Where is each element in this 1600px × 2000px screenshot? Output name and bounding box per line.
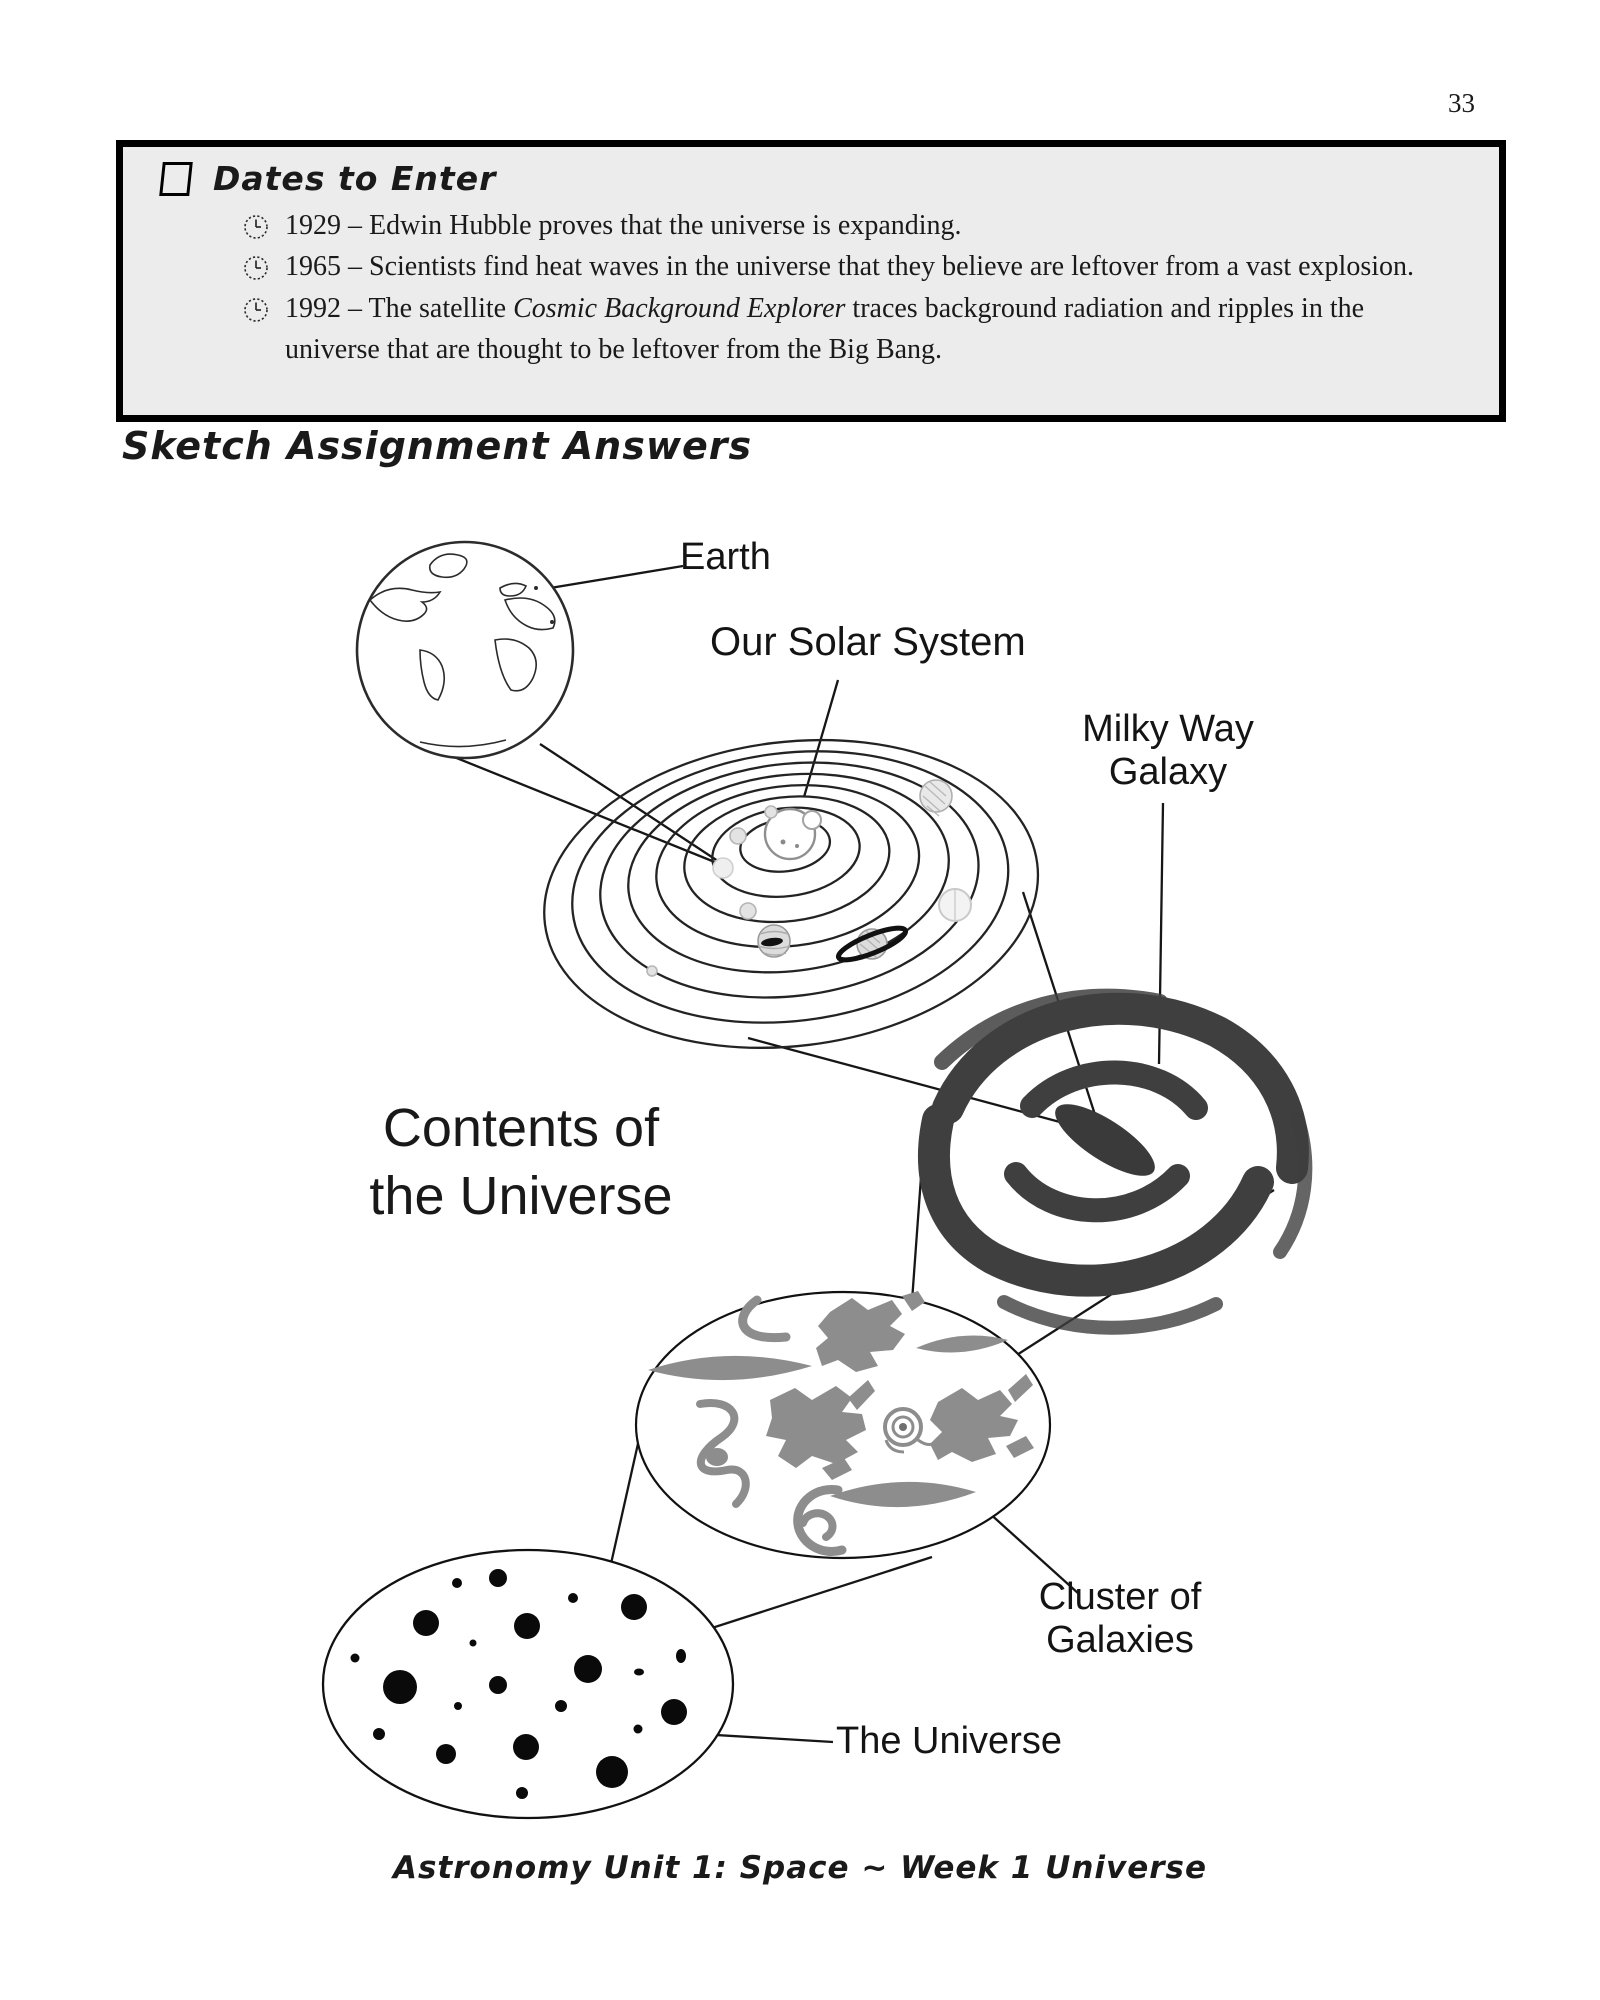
universe-drawing [323,1550,733,1818]
date-text-segment: 1965 – Scientists find heat waves in the universe that they believe are leftover from a vast explosion. [285,251,1415,283]
cluster-of-galaxies-label [1030,1576,1210,1661]
milky-way-label-line1: Milky Way [1082,708,1254,750]
sketch-assignment-heading: Sketch Assignment Answers [122,424,753,468]
the-universe-label: The Universe [836,1720,1062,1762]
earth-label: Earth [680,536,771,578]
page-number: 33 [1448,88,1475,118]
solar-system-drawing [526,713,1055,1075]
cluster-label-line1: Cluster of [1038,1576,1202,1618]
galaxy-cluster-drawing [636,1291,1050,1558]
date-text-segment: 1992 – The satellite [285,292,514,324]
diagram-title [336,1094,706,1230]
diagram-title-line1: Contents of [382,1098,660,1158]
milky-way-label [1072,708,1264,793]
milky-way-label-line2: Galaxy [1108,750,1228,793]
milky-way-drawing [934,997,1305,1328]
date-text-italic: Cosmic Background Explorer [513,292,846,324]
dates-box-title: Dates to Enter [213,159,497,198]
date-text-segment: traces background radiation and ripples in the universe that are thought to be leftover from the Big Bang. [285,292,1365,366]
earth-globe-drawing [357,542,573,758]
cluster-label-line2: Galaxies [1046,1618,1194,1661]
footer-text: Astronomy Unit 1: Space ~ Week 1 Universe [392,1850,1208,1886]
diagram-title-line2: the Universe [369,1166,673,1227]
date-text-segment: 1929 – Edwin Hubble proves that the universe is expanding. [285,210,962,241]
solar-system-label: Our Solar System [710,620,1026,664]
